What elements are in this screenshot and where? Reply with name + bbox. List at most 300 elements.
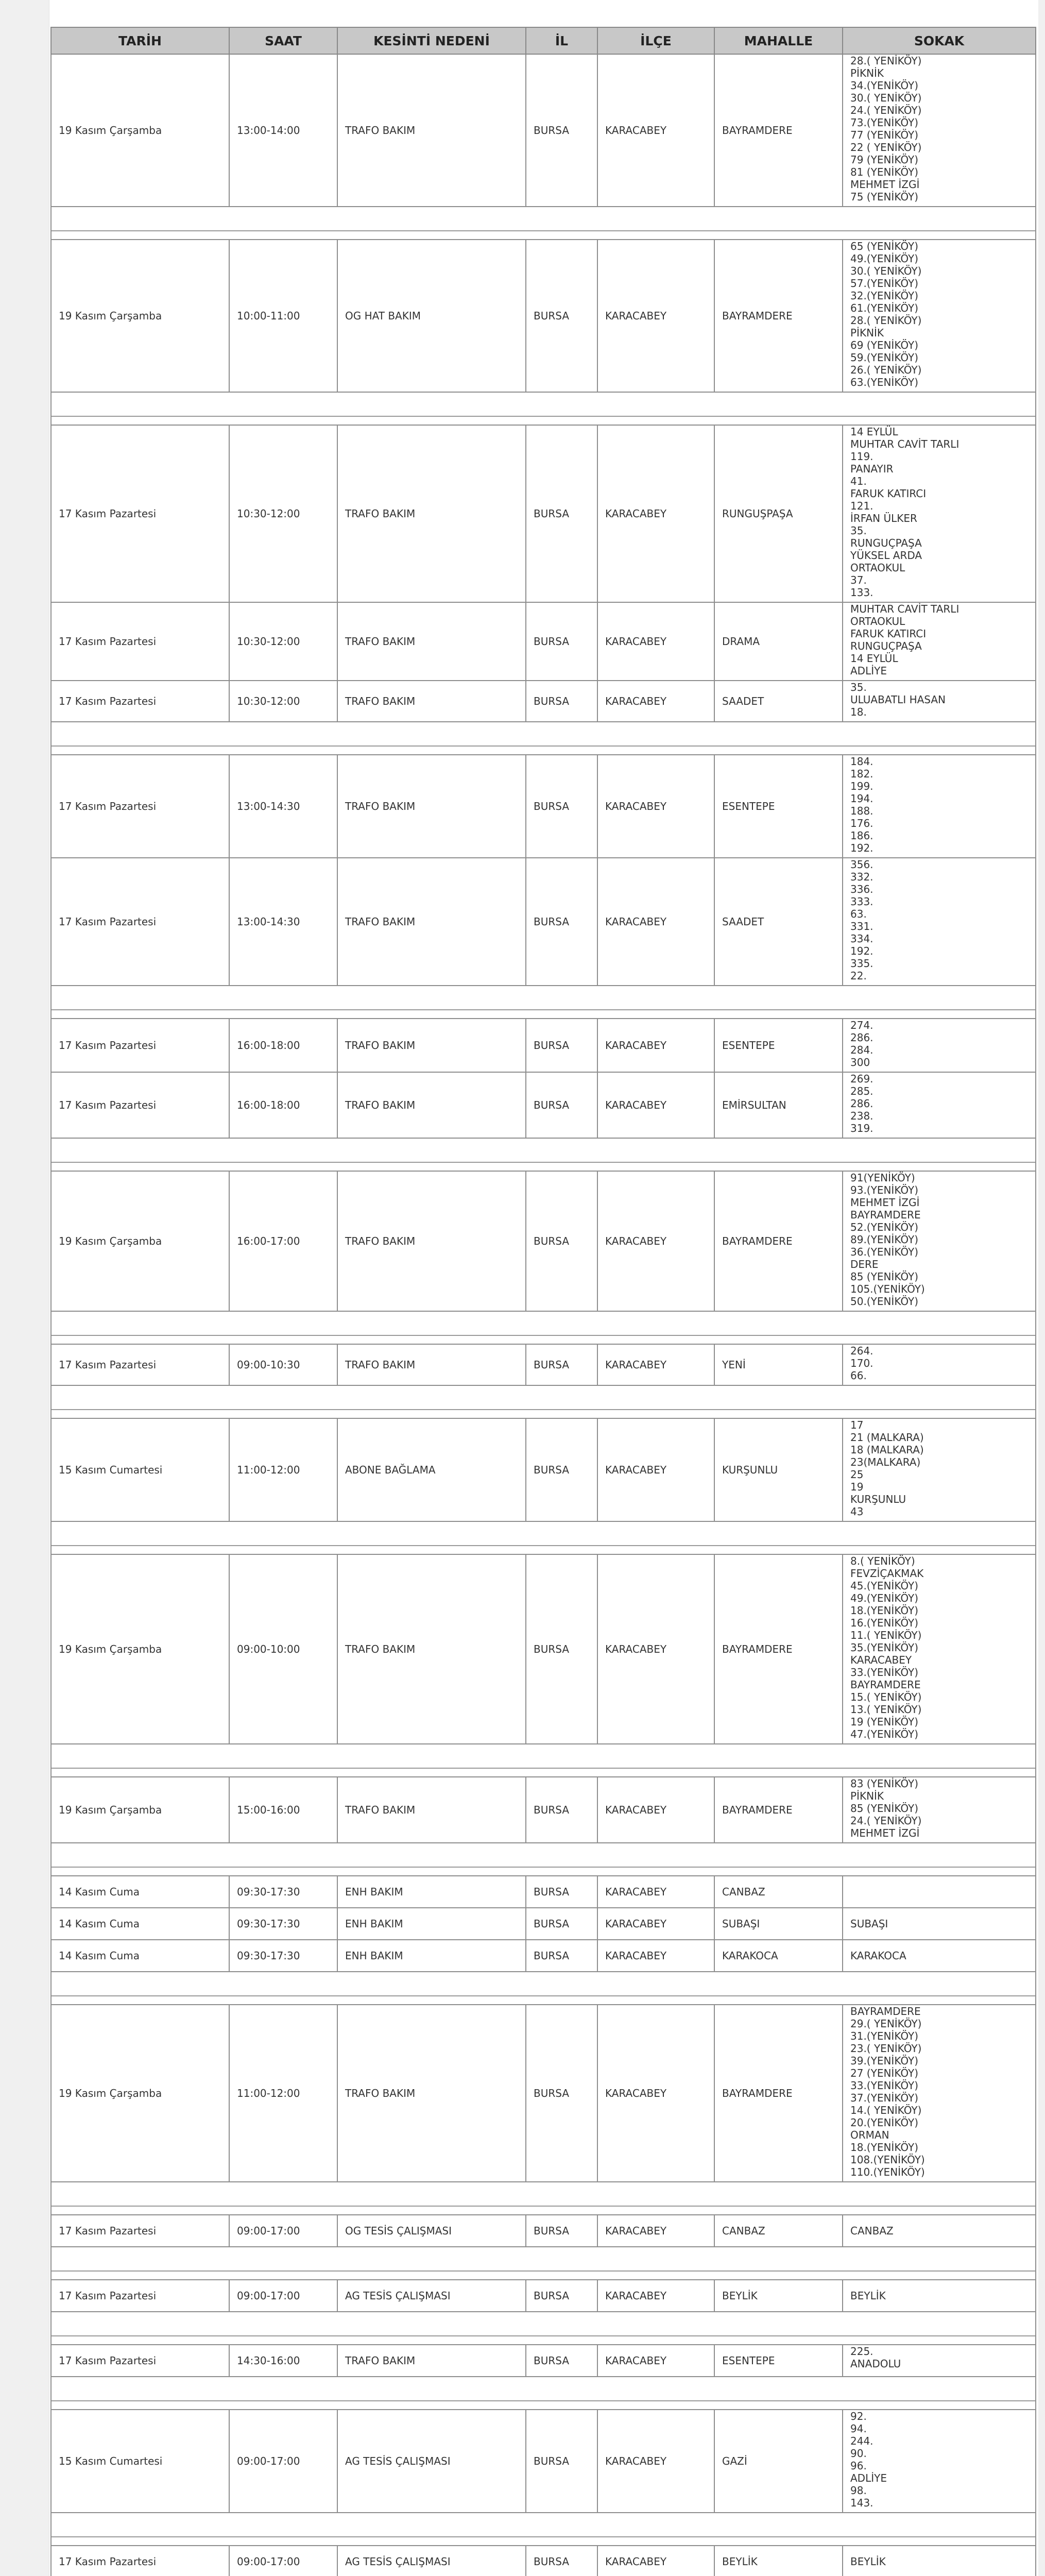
separator-line <box>52 994 1035 1010</box>
table-row <box>51 755 1036 858</box>
separator-cell <box>51 1138 1036 1171</box>
cell-kesinti-nedeni: TRAFO BAKIM <box>337 602 526 681</box>
cell-tarih: 14 Kasım Cuma <box>51 1908 229 1940</box>
table-row <box>51 1777 1036 1843</box>
street-name: 65 (YENİKÖY) <box>850 240 919 252</box>
separator-cell <box>51 392 1036 425</box>
cell-tarih: 17 Kasım Pazartesi <box>51 2345 229 2377</box>
cell-il: BURSA <box>526 1171 597 1311</box>
street-name: 121. <box>850 500 873 512</box>
cell-ilce: KARACABEY <box>597 858 714 986</box>
cell-ilce: KARACABEY <box>597 2005 714 2182</box>
separator-cell <box>51 1843 1036 1876</box>
cell-ilce: KARACABEY <box>597 54 714 207</box>
street-name: 26.( YENİKÖY) <box>850 364 922 376</box>
street-name: 192. <box>850 945 873 957</box>
table-body <box>51 54 1036 2576</box>
street-name: 18. <box>850 706 867 718</box>
cell-kesinti-nedeni: ENH BAKIM <box>337 1876 526 1908</box>
cell-mahalle: BAYRAMDERE <box>714 2005 843 2182</box>
cell-kesinti-nedeni: TRAFO BAKIM <box>337 2345 526 2377</box>
street-name: 188. <box>850 805 873 817</box>
street-name: 35. <box>850 524 867 537</box>
separator-line <box>52 2521 1035 2537</box>
street-name: 18.(YENİKÖY) <box>850 2141 919 2154</box>
cell-ilce: KARACABEY <box>597 2280 714 2312</box>
cell-sokak <box>843 425 1036 602</box>
street-name: ANADOLU <box>850 2358 901 2370</box>
street-name: 110.(YENİKÖY) <box>850 2166 925 2178</box>
separator-line <box>52 400 1035 417</box>
table-row <box>51 2546 1036 2576</box>
table-row <box>51 681 1036 722</box>
group-separator <box>51 722 1036 755</box>
street-name: 29.( YENİKÖY) <box>850 2018 922 2030</box>
street-name: 37.(YENİKÖY) <box>850 2092 919 2104</box>
street-name: 47.(YENİKÖY) <box>850 1728 919 1740</box>
cell-ilce: KARACABEY <box>597 240 714 392</box>
separator-cell <box>51 2182 1036 2215</box>
cell-sokak <box>843 681 1036 722</box>
separator-cell <box>51 986 1036 1019</box>
street-name: 356. <box>850 858 873 871</box>
separator-cell <box>51 2377 1036 2410</box>
group-separator <box>51 2312 1036 2345</box>
street-name: 23.( YENİKÖY) <box>850 2042 922 2055</box>
cell-il: BURSA <box>526 858 597 986</box>
cell-mahalle: BAYRAMDERE <box>714 240 843 392</box>
cell-sokak <box>843 1908 1036 1940</box>
cell-sokak <box>843 2345 1036 2377</box>
street-name: 336. <box>850 883 873 895</box>
cell-saat: 09:00-17:00 <box>229 2215 337 2247</box>
street-name: MUHTAR CAVİT TARLI <box>850 438 960 450</box>
table-row <box>51 1072 1036 1138</box>
cell-sokak <box>843 2410 1036 2513</box>
cell-il: BURSA <box>526 425 597 602</box>
cell-ilce: KARACABEY <box>597 1019 714 1072</box>
group-separator <box>51 1843 1036 1876</box>
cell-il: BURSA <box>526 2546 597 2576</box>
group-separator <box>51 1521 1036 1554</box>
cell-tarih: 15 Kasım Cumartesi <box>51 1418 229 1521</box>
cell-saat: 13:00-14:00 <box>229 54 337 207</box>
cell-tarih: 17 Kasım Pazartesi <box>51 755 229 858</box>
street-name: 335. <box>850 957 873 970</box>
separator-cell <box>51 722 1036 755</box>
separator-line <box>52 2385 1035 2401</box>
cell-sokak <box>843 54 1036 207</box>
cell-kesinti-nedeni: TRAFO BAKIM <box>337 425 526 602</box>
cell-saat: 09:00-10:00 <box>229 1554 337 1744</box>
group-separator <box>51 1385 1036 1418</box>
street-name: 17 <box>850 1419 864 1431</box>
cell-tarih: 17 Kasım Pazartesi <box>51 2280 229 2312</box>
cell-ilce: KARACABEY <box>597 1777 714 1843</box>
street-name: MUHTAR CAVİT TARLI <box>850 603 960 615</box>
street-name: 244. <box>850 2435 873 2447</box>
cell-kesinti-nedeni: ABONE BAĞLAMA <box>337 1418 526 1521</box>
street-name: 24.( YENİKÖY) <box>850 104 922 116</box>
table-row <box>51 1171 1036 1311</box>
street-name: İRFAN ÜLKER <box>850 512 917 524</box>
street-name: 28.( YENİKÖY) <box>850 314 922 327</box>
street-name: 98. <box>850 2484 867 2497</box>
cell-saat: 09:00-17:00 <box>229 2546 337 2576</box>
street-name: 59.(YENİKÖY) <box>850 351 919 364</box>
table-row <box>51 1908 1036 1940</box>
cell-saat: 15:00-16:00 <box>229 1777 337 1843</box>
group-separator <box>51 392 1036 425</box>
street-name: 23(MALKARA) <box>850 1456 921 1468</box>
cell-saat: 09:30-17:30 <box>229 1908 337 1940</box>
street-name: 319. <box>850 1122 873 1134</box>
separator-line <box>52 2320 1035 2336</box>
cell-saat: 10:30-12:00 <box>229 681 337 722</box>
street-name: 192. <box>850 842 873 854</box>
street-name: 14 EYLÜL <box>850 426 898 438</box>
cell-mahalle: CANBAZ <box>714 1876 843 1908</box>
street-name: 105.(YENİKÖY) <box>850 1283 925 1295</box>
cell-saat: 09:00-17:00 <box>229 2280 337 2312</box>
cell-il: BURSA <box>526 2280 597 2312</box>
cell-il: BURSA <box>526 54 597 207</box>
street-name: 25 <box>850 1468 864 1481</box>
group-separator <box>51 2182 1036 2215</box>
cell-sokak <box>843 1876 1036 1908</box>
cell-kesinti-nedeni: OG TESİS ÇALIŞMASI <box>337 2215 526 2247</box>
outage-table <box>50 27 1036 2576</box>
street-name: 49.(YENİKÖY) <box>850 252 919 265</box>
table-row <box>51 1418 1036 1521</box>
cell-tarih: 17 Kasım Pazartesi <box>51 2546 229 2576</box>
cell-saat: 13:00-14:30 <box>229 858 337 986</box>
street-name: 33.(YENİKÖY) <box>850 1666 919 1679</box>
cell-il: BURSA <box>526 1876 597 1908</box>
cell-ilce: KARACABEY <box>597 1940 714 1972</box>
cell-saat: 16:00-18:00 <box>229 1072 337 1138</box>
cell-mahalle: BEYLİK <box>714 2546 843 2576</box>
separator-line <box>52 1851 1035 1868</box>
cell-il: BURSA <box>526 1344 597 1385</box>
street-name: 21 (MALKARA) <box>850 1431 924 1444</box>
separator-cell <box>51 1744 1036 1777</box>
street-name: 18.(YENİKÖY) <box>850 1604 919 1617</box>
cell-sokak <box>843 1554 1036 1744</box>
cell-sokak <box>843 240 1036 392</box>
cell-mahalle: KURŞUNLU <box>714 1418 843 1521</box>
cell-ilce: KARACABEY <box>597 755 714 858</box>
street-name: 69 (YENİKÖY) <box>850 339 919 351</box>
cell-kesinti-nedeni: TRAFO BAKIM <box>337 54 526 207</box>
street-name: DERE <box>850 1258 879 1270</box>
cell-kesinti-nedeni: AG TESİS ÇALIŞMASI <box>337 2410 526 2513</box>
cell-saat: 10:30-12:00 <box>229 425 337 602</box>
cell-sokak <box>843 1171 1036 1311</box>
street-name: 81 (YENİKÖY) <box>850 166 919 178</box>
header-sokak: SOKAK <box>843 27 1036 54</box>
cell-tarih: 17 Kasım Pazartesi <box>51 1072 229 1138</box>
cell-il: BURSA <box>526 2345 597 2377</box>
cell-kesinti-nedeni: TRAFO BAKIM <box>337 1344 526 1385</box>
cell-mahalle: ESENTEPE <box>714 755 843 858</box>
cell-mahalle: SAADET <box>714 681 843 722</box>
cell-saat: 09:00-10:30 <box>229 1344 337 1385</box>
cell-kesinti-nedeni: ENH BAKIM <box>337 1908 526 1940</box>
table-row <box>51 1940 1036 1972</box>
group-separator <box>51 2247 1036 2280</box>
cell-sokak <box>843 1418 1036 1521</box>
street-name: MEHMET İZGİ <box>850 178 920 191</box>
street-name: 37. <box>850 574 867 586</box>
separator-line <box>52 730 1035 747</box>
header-il: İL <box>526 27 597 54</box>
street-name: KURŞUNLU <box>850 1493 906 1505</box>
street-name: 28.( YENİKÖY) <box>850 55 922 67</box>
cell-kesinti-nedeni: TRAFO BAKIM <box>337 755 526 858</box>
cell-kesinti-nedeni: AG TESİS ÇALIŞMASI <box>337 2546 526 2576</box>
street-name: 143. <box>850 2497 873 2509</box>
street-name: 269. <box>850 1073 873 1085</box>
street-name: CANBAZ <box>850 2225 894 2237</box>
group-separator <box>51 2377 1036 2410</box>
separator-cell <box>51 1311 1036 1344</box>
street-name: PİKNİK <box>850 67 884 79</box>
cell-tarih: 17 Kasım Pazartesi <box>51 602 229 681</box>
street-name: BAYRAMDERE <box>850 1209 921 1221</box>
street-name: 182. <box>850 768 873 780</box>
street-name: 170. <box>850 1357 873 1369</box>
table-row <box>51 425 1036 602</box>
street-name: 35.(YENİKÖY) <box>850 1641 919 1654</box>
street-name: 66. <box>850 1369 867 1382</box>
street-name: 33.(YENİKÖY) <box>850 2079 919 2092</box>
street-name: MEHMET İZGİ <box>850 1827 920 1839</box>
cell-sokak <box>843 2280 1036 2312</box>
cell-il: BURSA <box>526 602 597 681</box>
cell-sokak <box>843 1777 1036 1843</box>
cell-kesinti-nedeni: TRAFO BAKIM <box>337 1777 526 1843</box>
street-name: 85 (YENİKÖY) <box>850 1802 919 1815</box>
street-name: 184. <box>850 755 873 768</box>
cell-kesinti-nedeni: TRAFO BAKIM <box>337 1072 526 1138</box>
cell-tarih: 19 Kasım Çarşamba <box>51 240 229 392</box>
cell-il: BURSA <box>526 1072 597 1138</box>
street-name: 20.(YENİKÖY) <box>850 2116 919 2129</box>
cell-il: BURSA <box>526 240 597 392</box>
street-name: ORMAN <box>850 2129 889 2141</box>
separator-line <box>52 1394 1035 1410</box>
group-separator <box>51 1138 1036 1171</box>
cell-tarih: 17 Kasım Pazartesi <box>51 858 229 986</box>
cell-ilce: KARACABEY <box>597 1908 714 1940</box>
cell-sokak <box>843 2215 1036 2247</box>
street-name: 39.(YENİKÖY) <box>850 2055 919 2067</box>
cell-saat: 10:30-12:00 <box>229 602 337 681</box>
header-saat: SAAT <box>229 27 337 54</box>
cell-mahalle: SAADET <box>714 858 843 986</box>
cell-ilce: KARACABEY <box>597 2410 714 2513</box>
cell-mahalle: BAYRAMDERE <box>714 1777 843 1843</box>
cell-ilce: KARACABEY <box>597 1171 714 1311</box>
street-name: RUNGUÇPAŞA <box>850 640 922 652</box>
group-separator <box>51 2513 1036 2546</box>
street-name: 50.(YENİKÖY) <box>850 1295 919 1308</box>
street-name: 90. <box>850 2447 867 2460</box>
street-name: 199. <box>850 780 873 792</box>
cell-ilce: KARACABEY <box>597 1418 714 1521</box>
street-name: 32.(YENİKÖY) <box>850 290 919 302</box>
street-name: ORTAOKUL <box>850 562 905 574</box>
street-name: 16.(YENİKÖY) <box>850 1617 919 1629</box>
street-name: 194. <box>850 792 873 805</box>
street-name: 18 (MALKARA) <box>850 1444 924 1456</box>
street-name: BAYRAMDERE <box>850 2005 921 2018</box>
cell-tarih: 17 Kasım Pazartesi <box>51 1019 229 1072</box>
cell-kesinti-nedeni: OG HAT BAKIM <box>337 240 526 392</box>
cell-il: BURSA <box>526 2215 597 2247</box>
separator-cell <box>51 2513 1036 2546</box>
cell-tarih: 14 Kasım Cuma <box>51 1940 229 1972</box>
street-name: 45.(YENİKÖY) <box>850 1580 919 1592</box>
cell-il: BURSA <box>526 1940 597 1972</box>
cell-mahalle: YENİ <box>714 1344 843 1385</box>
table-row <box>51 2280 1036 2312</box>
street-name: 61.(YENİKÖY) <box>850 302 919 314</box>
table-row <box>51 2345 1036 2377</box>
group-separator <box>51 986 1036 1019</box>
street-name: 333. <box>850 895 873 908</box>
street-name: 63. <box>850 908 867 920</box>
cell-ilce: KARACABEY <box>597 1072 714 1138</box>
street-name: 93.(YENİKÖY) <box>850 1184 919 1196</box>
header-mahalle: MAHALLE <box>714 27 843 54</box>
street-name: 108.(YENİKÖY) <box>850 2154 925 2166</box>
street-name: 30.( YENİKÖY) <box>850 265 922 277</box>
street-name: 36.(YENİKÖY) <box>850 1246 919 1258</box>
cell-mahalle: CANBAZ <box>714 2215 843 2247</box>
street-name: 300 <box>850 1056 870 1069</box>
street-name: 52.(YENİKÖY) <box>850 1221 919 1233</box>
cell-saat: 13:00-14:30 <box>229 755 337 858</box>
street-name: ADLİYE <box>850 665 887 677</box>
street-name: 57.(YENİKÖY) <box>850 277 919 290</box>
cell-sokak <box>843 602 1036 681</box>
street-name: BAYRAMDERE <box>850 1679 921 1691</box>
cell-ilce: KARACABEY <box>597 602 714 681</box>
cell-mahalle: EMİRSULTAN <box>714 1072 843 1138</box>
separator-line <box>52 1146 1035 1163</box>
cell-il: BURSA <box>526 1019 597 1072</box>
cell-il: BURSA <box>526 1418 597 1521</box>
cell-il: BURSA <box>526 2005 597 2182</box>
street-name: BEYLİK <box>850 2555 886 2568</box>
cell-saat: 09:30-17:30 <box>229 1876 337 1908</box>
cell-kesinti-nedeni: TRAFO BAKIM <box>337 1554 526 1744</box>
cell-mahalle: SUBAŞI <box>714 1908 843 1940</box>
street-name: FEVZİÇAKMAK <box>850 1567 924 1580</box>
cell-mahalle: KARAKOCA <box>714 1940 843 1972</box>
street-name: 22 ( YENİKÖY) <box>850 141 922 154</box>
street-name: 49.(YENİKÖY) <box>850 1592 919 1604</box>
street-name: 34.(YENİKÖY) <box>850 79 919 92</box>
header-kesinti-nedeni: KESİNTİ NEDENİ <box>337 27 526 54</box>
separator-line <box>52 1980 1035 1996</box>
cell-kesinti-nedeni: TRAFO BAKIM <box>337 2005 526 2182</box>
group-separator <box>51 1744 1036 1777</box>
street-name: 19 <box>850 1481 864 1493</box>
cell-il: BURSA <box>526 1554 597 1744</box>
cell-kesinti-nedeni: TRAFO BAKIM <box>337 681 526 722</box>
street-name: BEYLİK <box>850 2290 886 2302</box>
cell-tarih: 17 Kasım Pazartesi <box>51 681 229 722</box>
street-name: PANAYIR <box>850 463 894 475</box>
cell-il: BURSA <box>526 2410 597 2513</box>
table-row <box>51 54 1036 207</box>
street-name: PİKNİK <box>850 1790 884 1802</box>
street-name: 264. <box>850 1345 873 1357</box>
cell-ilce: KARACABEY <box>597 1554 714 1744</box>
cell-tarih: 17 Kasım Pazartesi <box>51 2215 229 2247</box>
cell-mahalle: BAYRAMDERE <box>714 1554 843 1744</box>
cell-mahalle: ESENTEPE <box>714 1019 843 1072</box>
cell-il: BURSA <box>526 755 597 858</box>
cell-ilce: KARACABEY <box>597 2345 714 2377</box>
street-name: 31.(YENİKÖY) <box>850 2030 919 2042</box>
header-ilce: İLÇE <box>597 27 714 54</box>
street-name: 225. <box>850 2345 873 2358</box>
table-header-row <box>51 27 1036 54</box>
cell-tarih: 19 Kasım Çarşamba <box>51 1554 229 1744</box>
cell-mahalle: BAYRAMDERE <box>714 1171 843 1311</box>
street-name: 83 (YENİKÖY) <box>850 1777 919 1790</box>
cell-tarih: 19 Kasım Çarşamba <box>51 2005 229 2182</box>
cell-ilce: KARACABEY <box>597 1876 714 1908</box>
street-name: 334. <box>850 933 873 945</box>
street-name: 94. <box>850 2422 867 2435</box>
street-name: 286. <box>850 1031 873 1044</box>
cell-sokak <box>843 1019 1036 1072</box>
street-name: 332. <box>850 871 873 883</box>
cell-ilce: KARACABEY <box>597 425 714 602</box>
table-row <box>51 602 1036 681</box>
street-name: 176. <box>850 817 873 829</box>
cell-sokak <box>843 2005 1036 2182</box>
cell-saat: 14:30-16:00 <box>229 2345 337 2377</box>
separator-cell <box>51 1385 1036 1418</box>
separator-cell <box>51 1972 1036 2005</box>
street-name: ADLİYE <box>850 2472 887 2484</box>
separator-cell <box>51 2247 1036 2280</box>
separator-cell <box>51 2312 1036 2345</box>
table-row <box>51 2005 1036 2182</box>
street-name: 19 (YENİKÖY) <box>850 1716 919 1728</box>
street-name: 13.( YENİKÖY) <box>850 1703 922 1716</box>
cell-kesinti-nedeni: TRAFO BAKIM <box>337 858 526 986</box>
street-name: 85 (YENİKÖY) <box>850 1270 919 1283</box>
street-name: 14 EYLÜL <box>850 652 898 665</box>
street-name: 92. <box>850 2410 867 2422</box>
separator-line <box>52 2255 1035 2272</box>
cell-mahalle: GAZİ <box>714 2410 843 2513</box>
cell-il: BURSA <box>526 1908 597 1940</box>
separator-line <box>52 1752 1035 1769</box>
street-name: 43 <box>850 1505 864 1518</box>
street-name: RUNGUÇPAŞA <box>850 537 922 549</box>
street-name: 8.( YENİKÖY) <box>850 1555 915 1567</box>
street-name: 274. <box>850 1019 873 1031</box>
cell-saat: 10:00-11:00 <box>229 240 337 392</box>
